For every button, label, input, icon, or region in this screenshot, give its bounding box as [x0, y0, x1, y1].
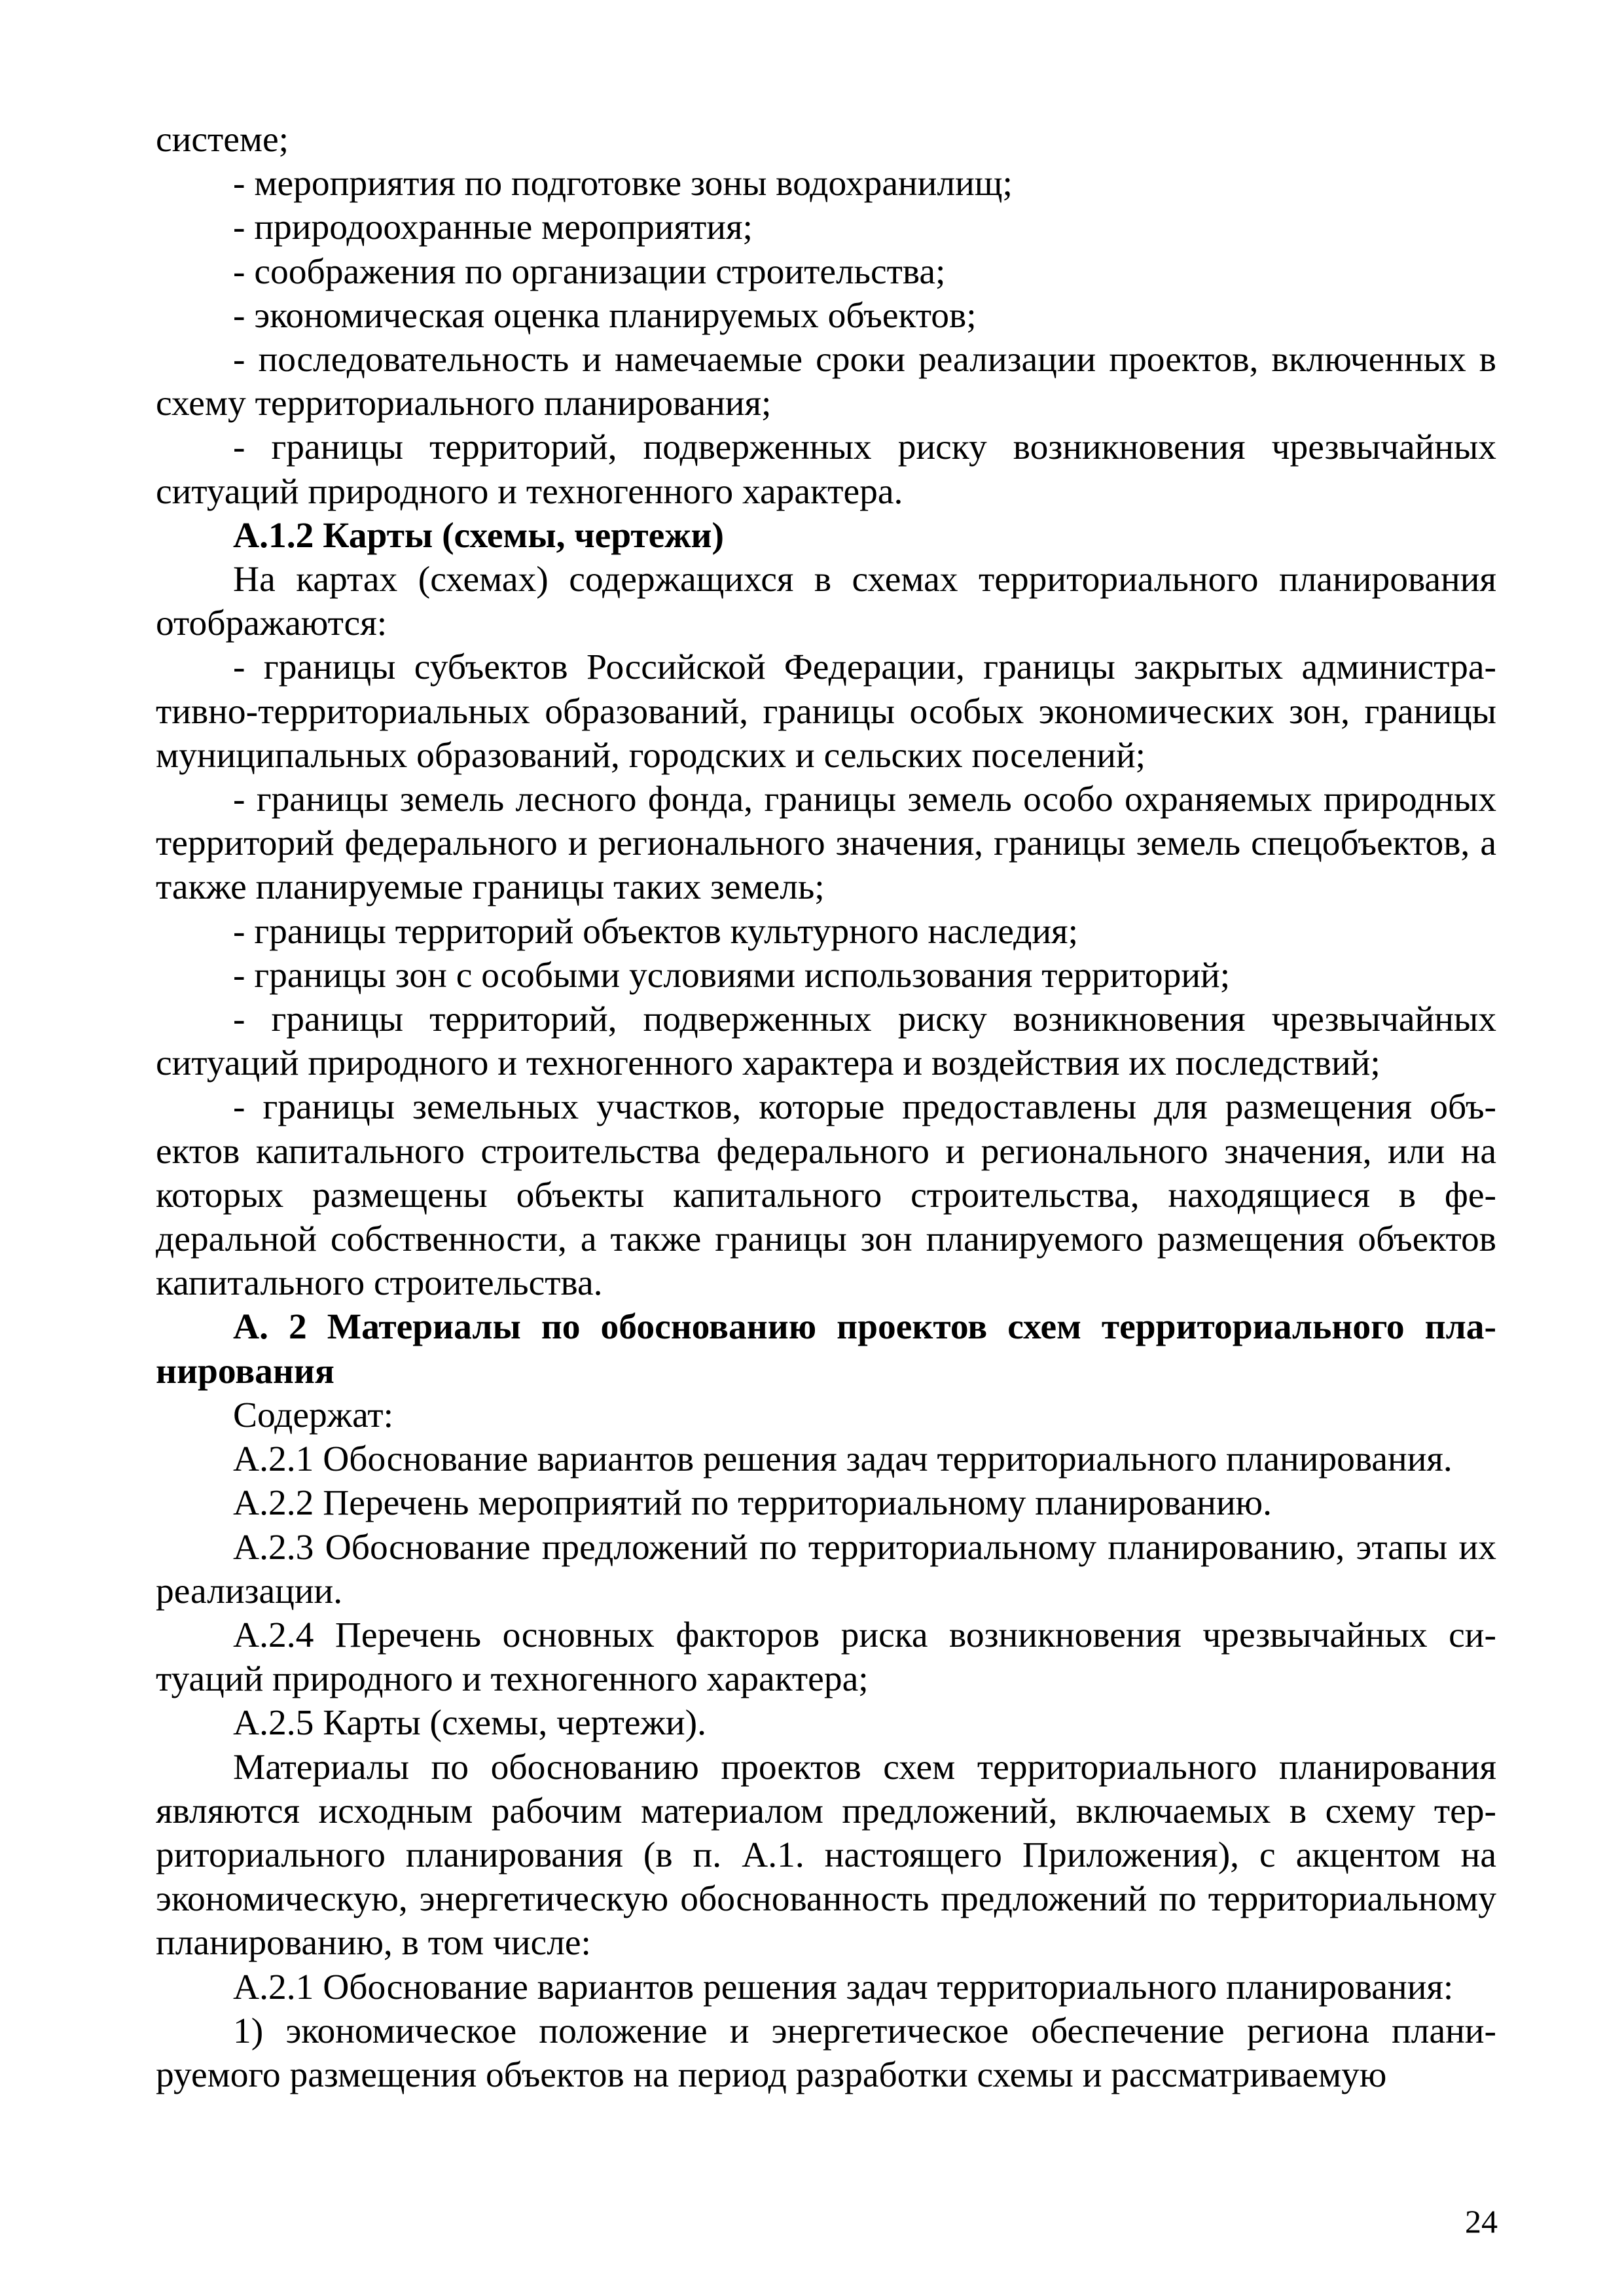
document-body	[156, 118, 1496, 2097]
list-item: - границы субъектов Российской Федерации, границы закрытых административно-территориальных образований, границы особых экономических зон, границы муниципальных образований, городских и сельских поселений;	[156, 647, 1496, 776]
list-item: - границы территорий, подверженных риску возникновения чрезвычайных ситуаций природного и техногенного характера и воздействия их последствий;	[156, 999, 1496, 1084]
paragraph-continuation: системе;	[156, 120, 289, 160]
list-item: - границы территорий, подверженных риску возникновения чрезвычайных ситуаций природного и техногенного характера.	[156, 427, 1496, 512]
list-item: - мероприятия по подготовке зоны водохранилищ;	[233, 164, 1013, 204]
section-heading-a12: А.1.2 Карты (схемы, чертежи)	[233, 515, 725, 556]
list-item: - соображения по организации строительства;	[233, 251, 946, 292]
paragraph: А.2.1 Обоснование вариантов решения задач территориального планирования:	[233, 1967, 1454, 2007]
paragraph: Содержат:	[233, 1395, 394, 1435]
page-number: 24	[1465, 2203, 1498, 2240]
paragraph: А.2.4 Перечень основных факторов риска возникновения чрезвычайных ситуаций природного и техногенного характера;	[156, 1615, 1496, 1700]
paragraph: А.2.5 Карты (схемы, чертежи).	[233, 1703, 706, 1744]
list-item: - границы земель лесного фонда, границы земель особо охраняемых природных территорий федерального и регионального значения, границы земель спецобъектов, а также планируемые границы таких земель;	[156, 780, 1496, 908]
paragraph: А.2.1 Обоснование вариантов решения задач территориального планирования.	[233, 1439, 1453, 1480]
section-heading-a2: А. 2 Материалы по обоснованию проектов схем территориального планирования	[156, 1307, 1496, 1391]
paragraph: Материалы по обоснованию проектов схем территориального планирования являются исходным рабочим материалом предложений, включаемых в схему территориального планирования (в п. А.1. настоящего Приложения), с акцентом на экономическую, энергетическую обоснованность предложений по территориальному планированию, в том числе:	[156, 1747, 1496, 1964]
paragraph: 1) экономическое положение и энергетическое обеспечение региона планируемого размещения объектов на период разработки схемы и рассматриваемую	[156, 2011, 1496, 2095]
paragraph: А.2.2 Перечень мероприятий по территориальному планированию.	[233, 1483, 1272, 1524]
list-item: - границы зон с особыми условиями использования территорий;	[233, 955, 1231, 996]
list-item: - последовательность и намечаемые сроки реализации проектов, включенных в схему территориального планирования;	[156, 340, 1496, 424]
list-item: - экономическая оценка планируемых объектов;	[233, 295, 977, 336]
paragraph: На картах (схемах) содержащихся в схемах территориального планирования отображаются:	[156, 560, 1496, 644]
paragraph: А.2.3 Обоснование предложений по территориальному планированию, этапы их реализации.	[156, 1527, 1496, 1611]
list-item: - границы территорий объектов культурного наследия;	[233, 911, 1078, 952]
list-item: - природоохранные мероприятия;	[233, 207, 753, 248]
list-item: - границы земельных участков, которые предоставлены для размещения объектов капитального строительства федерального и регионального значения, или на которых размещены объекты капитального строительства, находящиеся в федеральной собственности, а также границы зон планируемого размещения объектов капитального строительства.	[156, 1087, 1496, 1304]
